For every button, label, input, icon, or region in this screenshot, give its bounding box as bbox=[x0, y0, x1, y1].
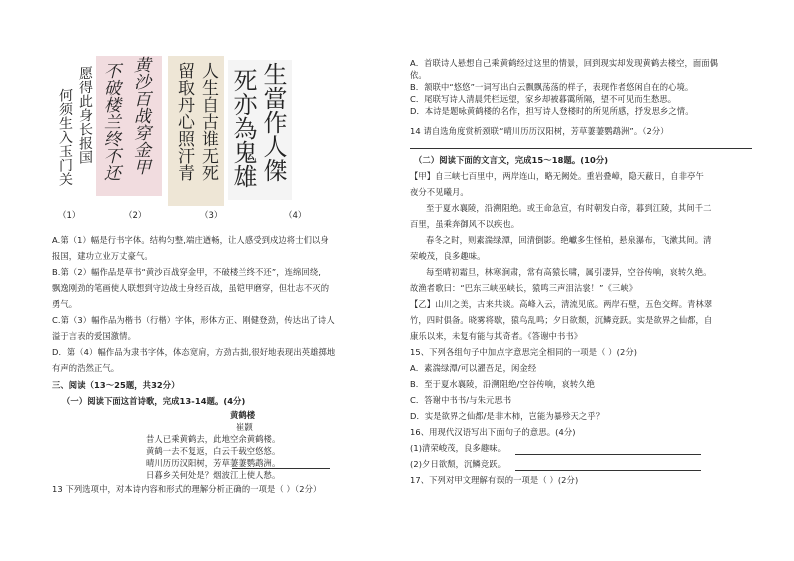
poem-title: 黄鹤楼 bbox=[230, 410, 256, 420]
passage-line: 【乙】山川之美，古来共谈。高峰入云，清流见底。两岸石壁，五色交辉。青林翠 bbox=[410, 299, 713, 309]
passage-line: 故渔者歌曰：“巴东三峡巫峡长，猿鸣三声泪沾裳！”《三峡》 bbox=[410, 283, 638, 293]
passage-line: 荣峻茂，良多趣味。 bbox=[410, 251, 486, 261]
section-3-heading: 三、阅读（13～25题，共32分） bbox=[52, 380, 180, 390]
caption-4: （4） bbox=[284, 211, 307, 221]
calligraphy-image-1 bbox=[55, 62, 97, 212]
q13-option-c: C．尾联写诗人清晨凭栏远望，家乡却被暮霭所隔，望不可见而生愁思。 bbox=[410, 94, 677, 104]
poem-line: 晴川历历汉阳树，芳草萋萋鹦鹉洲。 bbox=[146, 458, 281, 468]
calligraphy-col: 死亦為鬼雄 bbox=[229, 68, 257, 188]
option-c-cont: 溢于言表的爱国激情。 bbox=[52, 331, 136, 341]
underline bbox=[232, 468, 330, 469]
option-d-cont: 有声的浩然正气。 bbox=[52, 363, 120, 373]
passage-line: 百里，虽乘奔御风不以疾也。 bbox=[410, 219, 520, 229]
calligraphy-col: 何须生入玉门关 bbox=[57, 87, 73, 187]
calligraphy-col: 留取丹心照汗青 bbox=[174, 62, 194, 181]
passage-line: 春冬之时，则素湍绿潭，回清倒影。绝巘多生怪柏，悬泉瀑布，飞漱其间。清 bbox=[426, 235, 712, 245]
option-a-cont: 报国，建功立业万丈豪气。 bbox=[52, 251, 153, 261]
calligraphy-col: 愿得此身长报国 bbox=[77, 65, 93, 165]
calligraphy-col: 生當作人傑 bbox=[259, 62, 287, 182]
passage-line: 夜分不见曦月。 bbox=[410, 187, 469, 197]
calligraphy-col: 不破楼兰终不还 bbox=[100, 62, 120, 181]
poem-line: 日暮乡关何处是？烟波江上使人愁。 bbox=[146, 470, 281, 480]
option-d: D．第（4）幅作品为隶书字体，体态宽肩，方劲古拙,很好地表现出英雄掷地 bbox=[52, 347, 336, 357]
poem-author: 崔颢 bbox=[236, 422, 253, 432]
option-b-cont: 飘逸刚劲的笔画使人联想到守边战士身经百战，虽铠甲磨穿，但壮志不灭的 bbox=[52, 283, 330, 293]
caption-3: （3） bbox=[200, 211, 223, 221]
q13-option-a: A．首联诗人悬想自己乘黄鹤经过这里的情景，回到现实却发现黄鹤去楼空，面面偶 bbox=[410, 58, 719, 68]
answer-line bbox=[410, 148, 752, 149]
q15-option-c: C．答谢中书书/与朱元思书 bbox=[410, 395, 512, 405]
q13-option-a-cont: 依。 bbox=[410, 70, 427, 80]
subsection-2-heading: （二）阅读下面的文言文，完成15～18题。(10分) bbox=[414, 155, 609, 165]
calligraphy-image-3 bbox=[168, 56, 224, 206]
caption-1: （1） bbox=[58, 211, 81, 221]
q13-option-b: B．颔联中“悠悠”一词写出白云飘飘荡荡的样子，表现作者悠闲自在的心境。 bbox=[410, 82, 694, 92]
caption-2: （2） bbox=[124, 211, 147, 221]
answer-line[interactable] bbox=[515, 454, 701, 455]
calligraphy-col: 黄沙百战穿金甲 bbox=[130, 56, 150, 175]
q15-option-a: A．素湍绿潭/可以濯吾足，闲金经 bbox=[410, 363, 537, 373]
poem-line: 昔人已乘黄鹤去，此地空余黄鹤楼。 bbox=[146, 434, 281, 444]
q15-option-b: B．至于夏水襄陵，沿溯阻绝/空谷传响，哀转久绝 bbox=[410, 379, 596, 389]
subsection-1-heading: （一）阅读下面这首诗歌，完成13-14题。(4分) bbox=[62, 396, 246, 406]
passage-line: 竹，四时俱备。晓雾将歇，猿鸟乱鸣；夕日欲颓，沉鳞竞跃。实是欲界之仙都，自 bbox=[410, 315, 713, 325]
passage-line: 康乐以来，未复有能与其奇者。《答谢中书书》 bbox=[410, 331, 583, 341]
q16-item-2: (2)夕日欲颓，沉鳞竞跃。 bbox=[410, 459, 507, 469]
passage-line: 【甲】自三峡七百里中，两岸连山，略无阙处。重岩叠嶂，隐天蔽日，自非亭午 bbox=[410, 171, 704, 181]
calligraphy-image-2 bbox=[96, 56, 162, 196]
answer-line[interactable] bbox=[515, 470, 701, 471]
poem-line: 黄鹤一去不复返，白云千载空悠悠。 bbox=[146, 446, 281, 456]
q16-item-1: (1)清荣峻茂，良多趣味。 bbox=[410, 443, 507, 453]
question-14: 14 请自选角度赏析颈联“晴川历历汉阳树，芳草萋萋鹦鹉洲”。（2分） bbox=[410, 126, 669, 136]
q15-option-d: D．实是欲界之仙都/是非木柿，岂能为暴殄天之乎？ bbox=[410, 411, 605, 421]
question-17: 17、下列对甲文理解有误的一项是（ ）(2分) bbox=[410, 475, 579, 485]
question-13: 13 下列选项中，对本诗内容和形式的理解分析正确的一项是（ ）（2分） bbox=[52, 484, 322, 494]
option-a: A.第（1）幅是行书字体。结构匀整,端庄遒畅，让人感受到戍边将士们以身 bbox=[52, 235, 329, 245]
calligraphy-col: 人生自古谁无死 bbox=[198, 62, 218, 181]
option-b-cont2: 勇气。 bbox=[52, 299, 78, 309]
passage-line: 至于夏水襄陵，沿溯阻绝。或王命急宣，有时朝发白帝，暮到江陵，其间千二 bbox=[426, 203, 712, 213]
passage-line: 每至晴初霜旦，林寒涧肃，常有高猿长啸，属引凄异，空谷传响，哀转久绝。 bbox=[426, 267, 712, 277]
option-b: B.第（2）幅作品是草书“黄沙百战穿金甲，不破楼兰终不还”，连绵回绕, bbox=[52, 267, 321, 277]
option-c: C.第（3）幅作品为楷书（行楷）字体，形体方正、刚健登劲，传达出了诗人 bbox=[52, 315, 335, 325]
question-16: 16、用现代汉语写出下面句子的意思。(4分) bbox=[410, 427, 576, 437]
calligraphy-image-4 bbox=[228, 60, 292, 200]
question-15: 15、下列各组句子中加点字意思完全相同的一项是（ ）(2分) bbox=[410, 347, 638, 357]
q13-option-d: D．本诗是题咏黄鹤楼的名作，担写诗人登楼时的所见所感，抒发思乡之情。 bbox=[410, 106, 694, 116]
